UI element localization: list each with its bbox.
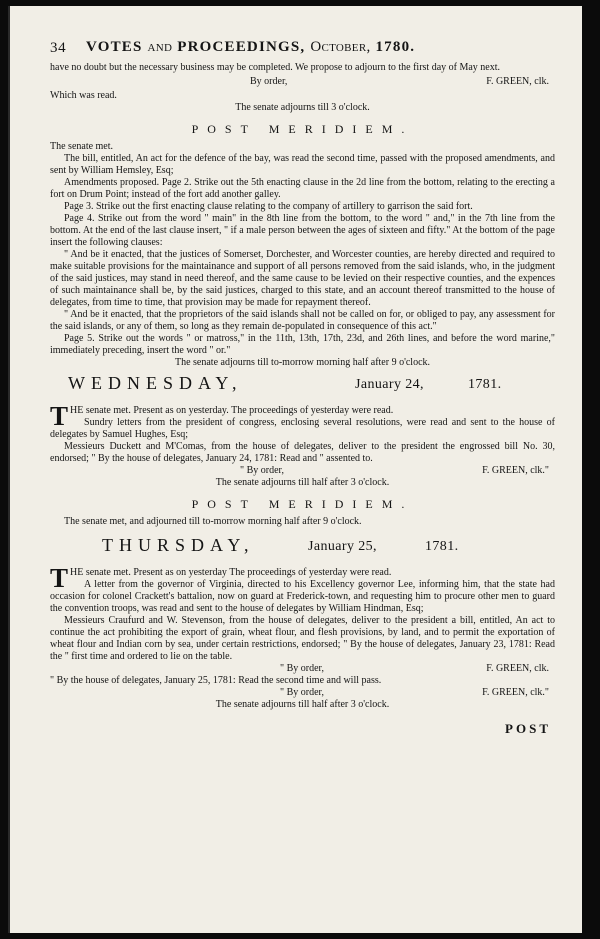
- running-title: VOTES and PROCEEDINGS, October, 1780.: [86, 39, 416, 55]
- order-row: [50, 663, 555, 675]
- by-order-text: " By order,: [280, 663, 324, 674]
- clerk-signature: F. GREEN, clk.: [486, 76, 549, 87]
- paragraph: The bill, entitled, An act for the defence of the bay, was read the second time, passed with the proposed amendments, and sent by William Hemsley, Esq;: [50, 153, 555, 176]
- paragraph: HE senate met. Present as on yesterday The proceedings of yesterday were read.: [70, 567, 392, 578]
- by-order-text: " By order,: [280, 687, 324, 698]
- clerk-signature: F. GREEN, clk.": [482, 687, 549, 698]
- paragraph: Messieurs Duckett and M'Comas, from the house of delegates, deliver to the president the engrossed bill No. 30, endorsed; " By the house of delegates, January 24, 1781: Read and " assented to.: [50, 441, 555, 464]
- catchword-row: [50, 723, 555, 737]
- day-heading: [50, 373, 555, 397]
- order-row: [50, 465, 555, 477]
- day-year: 1781.: [425, 539, 459, 554]
- paragraph: Amendments proposed. Page 2. Strike out the 5th enacting clause in the 2d line from the bottom, relating to the erecting a fort on Drum Point; instead of the fort add another galley.: [50, 177, 555, 200]
- post-meridiem-heading: POST MERIDIEM.: [191, 497, 414, 511]
- paragraph: " And be it enacted, that the justices of Somerset, Dorchester, and Worcester counties, are hereby directed and required to make suitable provisions for the maintainance and support of all persons removed from the said islands, who, in the judgment of the said justices, may stand in need thereof, and the same cause to be levied on their respective counties, and the expences of such maintainance shall be, by the said justices, charged to this state, and an account thereof transmitted to the house of delegates, from time to time, that provision may be made for repayment thereof.: [50, 249, 555, 308]
- catchword: POST: [505, 721, 551, 736]
- by-order-text: " By order,: [240, 465, 284, 476]
- paragraph: Page 5. Strike out the words " or matross," in the 11th, 13th, 17th, 23d, and 26th lines, and before the word marine," immediately preceding, insert the word " or.": [50, 333, 555, 356]
- clerk-signature: F. GREEN, clk.: [486, 663, 549, 674]
- adjourn-notice: The senate adjourns till to-morrow morning half after 9 o'clock.: [174, 357, 431, 368]
- order-row: [50, 687, 555, 699]
- document-page: [8, 6, 582, 933]
- paragraph: Page 4. Strike out from the word " main" in the 8th line from the bottom, to the word " and," in the 7th line from the bottom. At the end of the last clause insert, " if a male person between the ages of sixteen and fifty." At the bottom of the page insert the following clauses:: [50, 213, 555, 248]
- paragraph: HE senate met. Present as on yesterday. The proceedings of yesterday were read.: [70, 405, 394, 416]
- paragraph: The senate met, and adjourned till to-morrow morning half after 9 o'clock.: [64, 516, 362, 527]
- drop-cap: T: [50, 563, 69, 593]
- paragraph: " And be it enacted, that the proprietors of the said islands shall not be called on for, or obliged to pay, any assessment for the said islands, or any of them, so long as they remain de-populated in consequence of this act.": [50, 309, 555, 332]
- paragraph: A letter from the governor of Virginia, directed to his Excellency governor Lee, informing him, that the state had occasion for colonel Crackett's battalion, now on guard at Frederick-town, and requesting him to procure other men to guard the convention troops, was read and sent to the house of delegates by William Hindman, Esq;: [50, 579, 555, 614]
- paragraph: " By the house of delegates, January 25, 1781: Read the second time and will pass.: [50, 675, 382, 686]
- day-name: WEDNESDAY,: [68, 373, 243, 393]
- clerk-signature: F. GREEN, clk.": [482, 465, 549, 476]
- by-order-text: By order,: [250, 76, 288, 87]
- dropcap-paragraph: [50, 563, 555, 615]
- day-heading: [50, 535, 555, 559]
- page-number: 34: [50, 40, 67, 56]
- paragraph: Messieurs Craufurd and W. Stevenson, from the house of delegates, deliver to the president a bill, entitled, An act to continue the act prohibiting the export of grain, wheat flour, and flesh provisions, by land, and to permit the exportation of wheat flour and Indian corn by sea, under certain restrictions, endorsed; " By the house of delegates, January 23, 1781: Read the " first time and ordered to lie on the table.: [50, 615, 555, 662]
- paragraph: Page 3. Strike out the first enacting clause relating to the company of artillery to garrison the said fort.: [64, 201, 473, 212]
- paragraph: The senate met.: [50, 141, 114, 152]
- adjourn-notice: The senate adjourns till half after 3 o'clock.: [215, 477, 390, 488]
- intro-paragraph: have no doubt but the necessary business may be completed. We propose to adjourn to the first day of May next.: [50, 62, 501, 73]
- day-year: 1781.: [468, 377, 502, 392]
- day-date: January 24,: [355, 377, 424, 392]
- day-date: January 25,: [308, 539, 377, 554]
- adjourn-notice: The senate adjourns till half after 3 o'clock.: [215, 699, 390, 710]
- page-text: [50, 40, 555, 737]
- day-name: THURSDAY,: [102, 535, 255, 555]
- intro-order-row: [50, 76, 555, 88]
- post-meridiem-heading: POST MERIDIEM.: [191, 122, 414, 136]
- which-read-text: Which was read.: [50, 90, 117, 101]
- running-head: [50, 40, 555, 62]
- paragraph: Sundry letters from the president of congress, enclosing several resolutions, were read and sent to the house of delegates by Samuel Hughes, Esq;: [50, 417, 555, 440]
- adjourn-notice: The senate adjourns till 3 o'clock.: [235, 102, 370, 113]
- dropcap-paragraph: [50, 401, 555, 441]
- drop-cap: T: [50, 401, 69, 431]
